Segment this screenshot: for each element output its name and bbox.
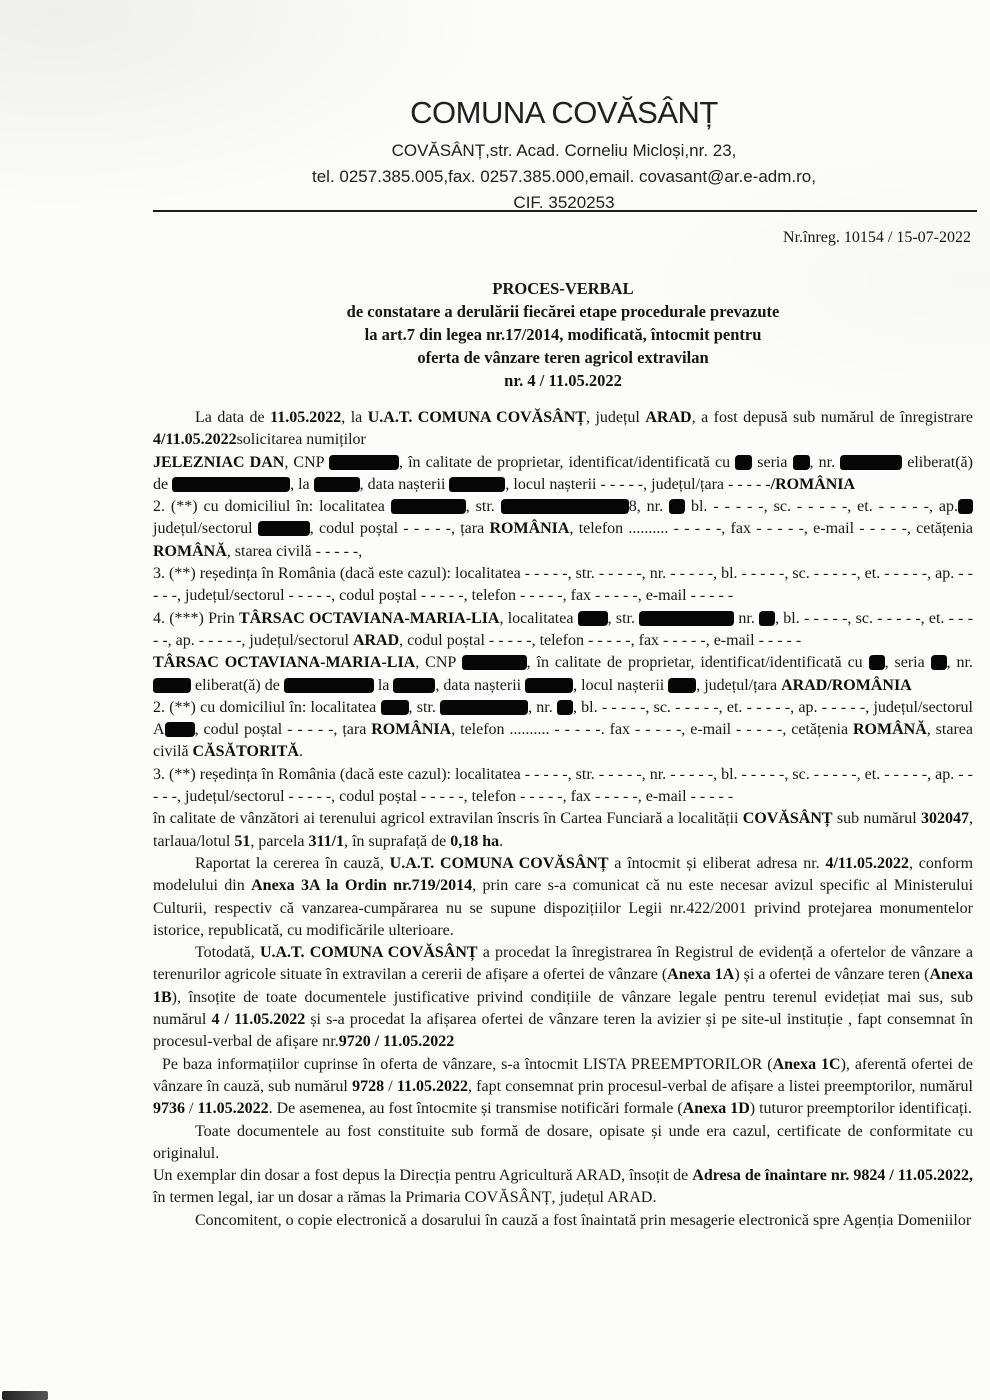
- bold-text: Adresa de înaintare nr. 9824 / 11.05.2022,: [692, 1167, 973, 1185]
- redaction-bar: [440, 700, 528, 715]
- bold-text: 4/11.05.2022: [153, 431, 237, 449]
- redaction-bar: [525, 678, 573, 693]
- paragraph: 2. (**) cu domiciliul în: localitatea , str. 8, nr. bl. - - - - -, sc. - - - - -, et. - - - - -, ap.județul/sectorul , codul poștal - - - - -, țara ROMÂNIA, telefon .......... - - - - -, fax - - - - -, e-mail - - - - -, cetățenia ROMÂNĂ, starea civilă - - - - -,: [153, 498, 974, 560]
- redaction-bar: [462, 655, 527, 670]
- bold-text: U.A.T. COMUNA COVĂSÂNȚ: [389, 854, 609, 872]
- redaction-bar: [449, 477, 505, 492]
- bold-text: ARAD: [352, 631, 400, 649]
- bold-text: Anexa 1A: [667, 966, 735, 984]
- paragraph: 4. (***) Prin TÂRSAC OCTAVIANA-MARIA-LIA, localitatea , str. nr. , bl. - - - - -, sc. - - - - -, et. - - - - -, ap. - - - - -, județul/sectorul ARAD, codul poștal - - - - -, telefon - - - - -, fax - - - - -, e-mail - - - - -: [153, 609, 974, 649]
- bold-text: CĂSĂTORITĂ: [192, 743, 299, 761]
- redaction-bar: [391, 499, 466, 514]
- scan-artifact: [2, 1391, 48, 1400]
- paragraph: Raportat la cererea în cauză, U.A.T. COMUNA COVĂSÂNȚ a întocmit și eliberat adresa nr. 4/11.05.2022, conform modelului din Anexa 3A la Ordin nr.719/2014, prin care s-a comunicat că nu este necesar avizul specific al Ministerului Culturii, respectiv că vanzarea-cumpărarea nu se supune dispozițiilor Legii nr.422/2001 privind protejarea monumentelor istorice, republicată, cu modificările ulterioare.: [153, 854, 974, 939]
- paragraph: Un exemplar din dosar a fost depus la Direcția pentru Agricultură ARAD, însoțit de Adresa de înaintare nr. 9824 / 11.05.2022, în termen legal, iar un dosar a rămas la Primaria COVĂSÂNȚ, județul ARAD.: [153, 1167, 973, 1207]
- document-title-line: la art.7 din legea nr.17/2014, modificată, întocmit pentru: [364, 325, 762, 344]
- document-title-block: [153, 277, 973, 392]
- letterhead: [153, 96, 975, 215]
- bold-text: 302047: [921, 810, 970, 828]
- bold-text: 4 / 11.05.2022: [211, 1011, 306, 1029]
- redaction-bar: [931, 655, 947, 670]
- redaction-bar: [284, 678, 374, 693]
- redaction-bar: [735, 455, 752, 470]
- redaction-bar: [329, 455, 399, 470]
- document-title-line: PROCES-VERBAL: [492, 279, 634, 298]
- bold-text: JELEZNIAC DAN: [153, 453, 285, 471]
- redaction-bar: [668, 678, 696, 693]
- redaction-bar: [314, 477, 360, 492]
- bold-text: 0,18 ha: [450, 832, 500, 850]
- registration-number: Nr.înreg. 10154 / 15-07-2022: [783, 229, 971, 246]
- redaction-bar: [501, 499, 629, 514]
- bold-text: TÂRSAC OCTAVIANA-MARIA-LIA: [238, 609, 500, 627]
- paragraph: în calitate de vânzători ai terenului agricol extravilan înscris în Cartea Funciară a localității COVĂSÂNȚ sub numărul 302047, tarlaua/lotul 51, parcela 311/1, în suprafață de 0,18 ha.: [153, 810, 974, 850]
- letterhead-divider-line: [153, 210, 977, 212]
- bold-text: U.A.T. COMUNA COVĂSÂNȚ: [259, 944, 478, 962]
- bold-text: Anexa 1D: [682, 1100, 750, 1118]
- bold-text: ROMÂNĂ: [153, 542, 227, 560]
- redaction-bar: [172, 477, 290, 492]
- bold-text: U.A.T. COMUNA COVĂSÂNȚ: [367, 409, 586, 426]
- redaction-bar: [869, 655, 885, 670]
- bold-text: ROMÂNIA: [489, 520, 570, 538]
- bold-text: 51: [234, 832, 251, 850]
- document-body: [153, 407, 973, 1232]
- paragraph: 3. (**) reședința în România (dacă este cazul): localitatea - - - - -, str. - - - - -, nr. - - - - -, bl. - - - - -, sc. - - - - -, et. - - - - -, ap. - - - - -, județul/sectorul - - - - -, codul poștal - - - - -, telefon - - - - -, fax - - - - -, e-mail - - - - -: [153, 765, 973, 806]
- bold-text: Anexa 3A la Ordin nr.719/2014: [251, 877, 473, 895]
- paragraph: La data de 11.05.2022, la U.A.T. COMUNA COVĂSÂNȚ, județul ARAD, a fost depusă sub numărul de înregistrare 4/11.05.2022solicitarea numiților: [153, 409, 973, 449]
- bold-text: ROMÂNĂ: [853, 721, 927, 739]
- paragraph: Concomitent, o copie electronică a dosarului în cauză a fost înaintată prin mesagerie electronică spre Agenția Domeniilor: [195, 1211, 972, 1229]
- bold-text: ARAD/ROMÂNIA: [781, 676, 912, 694]
- redaction-bar: [669, 499, 685, 514]
- redaction-bar: [381, 700, 409, 715]
- paragraph: 2. (**) cu domiciliul în: localitatea , str. , nr. , bl. - - - - -, sc. - - - - -, et. - - - - -, ap. - - - - -, județul/sectorul A , codul poștal - - - - -, țara ROMÂNIA, telefon .......... - - - - -. fax - - - - -, e-mail - - - - -, cetățenia ROMÂNĂ, starea civilă CĂSĂTORITĂ.: [153, 698, 974, 761]
- paragraph: Pe baza informațiilor cuprinse în oferta de vânzare, s-a întocmit LISTA PREEMPTORILOR (Anexa 1C), aferentă ofertei de vânzare în cauză, sub numărul 9728 / 11.05.2022, fapt consemnat prin procesul-verbal de afișare a listei preemptorilor, numărul 9736 / 11.05.2022. De asemenea, au fost întocmite și transmise notificări formale (Anexa 1D) tuturor preemptorilor identificați.: [153, 1055, 974, 1118]
- bold-text: TÂRSAC OCTAVIANA-MARIA-LIA: [153, 654, 416, 672]
- redaction-bar: [557, 700, 573, 715]
- redaction-bar: [578, 611, 608, 626]
- paragraph: 3. (**) reședința în România (dacă este cazul): localitatea - - - - -, str. - - - - -, nr. - - - - -, bl. - - - - -, sc. - - - - -, et. - - - - -, ap. - - - - -, județul/sectorul - - - - -, codul poștal - - - - -, telefon - - - - -, fax - - - - -, e-mail - - - - -: [153, 565, 973, 605]
- document-title-line: oferta de vânzare teren agricol extravilan: [417, 348, 709, 367]
- bold-text: 9720 / 11.05.2022: [338, 1033, 455, 1051]
- bold-text: 11.05.2022: [396, 1077, 468, 1095]
- paragraph: Totodată, U.A.T. COMUNA COVĂSÂNȚ a procedat la înregistrarea în Registrul de evidență a ofertelor de vânzare a terenurilor agricole situate în extravilan a cererii de afișare a ofertei de vânzare (Anexa 1A) și a ofertei de vânzare teren (Anexa 1B), însoțite de toate documentele justificative privind condițiile de vânzare legale pentru terenul evidețiat mai sus, sub numărul 4 / 11.05.2022 și s-a procedat la afișarea ofertei de vânzare teren la avizier și pe site-ul instituție , fapt consemnat în procesul-verbal de afișare nr.9720 / 11.05.2022: [153, 944, 974, 1051]
- redaction-bar: [639, 611, 734, 626]
- bold-text: ARAD: [645, 409, 692, 426]
- redaction-bar: [793, 455, 810, 470]
- redaction-bar: [393, 678, 435, 693]
- bold-text: 4/11.05.2022: [825, 854, 910, 872]
- bold-text: ROMÂNIA: [371, 721, 452, 739]
- document-title-line: nr. 4 / 11.05.2022: [504, 371, 622, 390]
- paragraph: Toate documentele au fost constituite sub formă de dosare, opisate și unde era cazul, certificate de conformitate cu originalul.: [153, 1122, 973, 1162]
- bold-text: 9728: [352, 1077, 385, 1095]
- redaction-bar: [759, 611, 775, 626]
- redaction-bar: [165, 722, 195, 737]
- letterhead-address: COVĂSÂNȚ,str. Acad. Corneliu Micloși,nr. 23,: [391, 141, 737, 160]
- redaction-bar: [958, 499, 973, 514]
- redaction-bar: [258, 521, 310, 536]
- bold-text: 311/1: [308, 832, 345, 850]
- bold-text: 11.05.2022: [270, 409, 342, 426]
- bold-text: Anexa 1B: [153, 966, 973, 1006]
- redaction-bar: [840, 455, 902, 470]
- paragraph: JELEZNIAC DAN, CNP , în calitate de proprietar, identificat/identificată cu seria , nr. eliberat(ă) de , la , data nașterii , locul nașterii - - - - -, județul/țara - - - - -/ROMÂNIA: [153, 453, 973, 493]
- organization-name: COMUNA COVĂSÂNȚ: [410, 95, 718, 130]
- bold-text: /ROMÂNIA: [770, 475, 856, 493]
- paragraph: TÂRSAC OCTAVIANA-MARIA-LIA, CNP , în calitate de proprietar, identificat/identificată cu , seria , nr. eliberat(ă) de la , data nașterii , locul nașterii , județul/țara ARAD/ROMÂNIA: [153, 654, 974, 694]
- bold-text: Anexa 1C: [772, 1055, 841, 1073]
- redaction-bar: [153, 678, 191, 693]
- bold-text: 9736: [153, 1100, 185, 1118]
- letterhead-cif: CIF. 3520253: [513, 193, 615, 212]
- letterhead-contact: tel. 0257.385.005,fax. 0257.385.000,email. covasant@ar.e-adm.ro,: [312, 167, 816, 186]
- document-title-line: de constatare a derulării fiecărei etape procedurale prevazute: [346, 302, 780, 321]
- bold-text: 11.05.2022: [197, 1100, 269, 1118]
- bold-text: COVĂSÂNȚ: [742, 810, 833, 828]
